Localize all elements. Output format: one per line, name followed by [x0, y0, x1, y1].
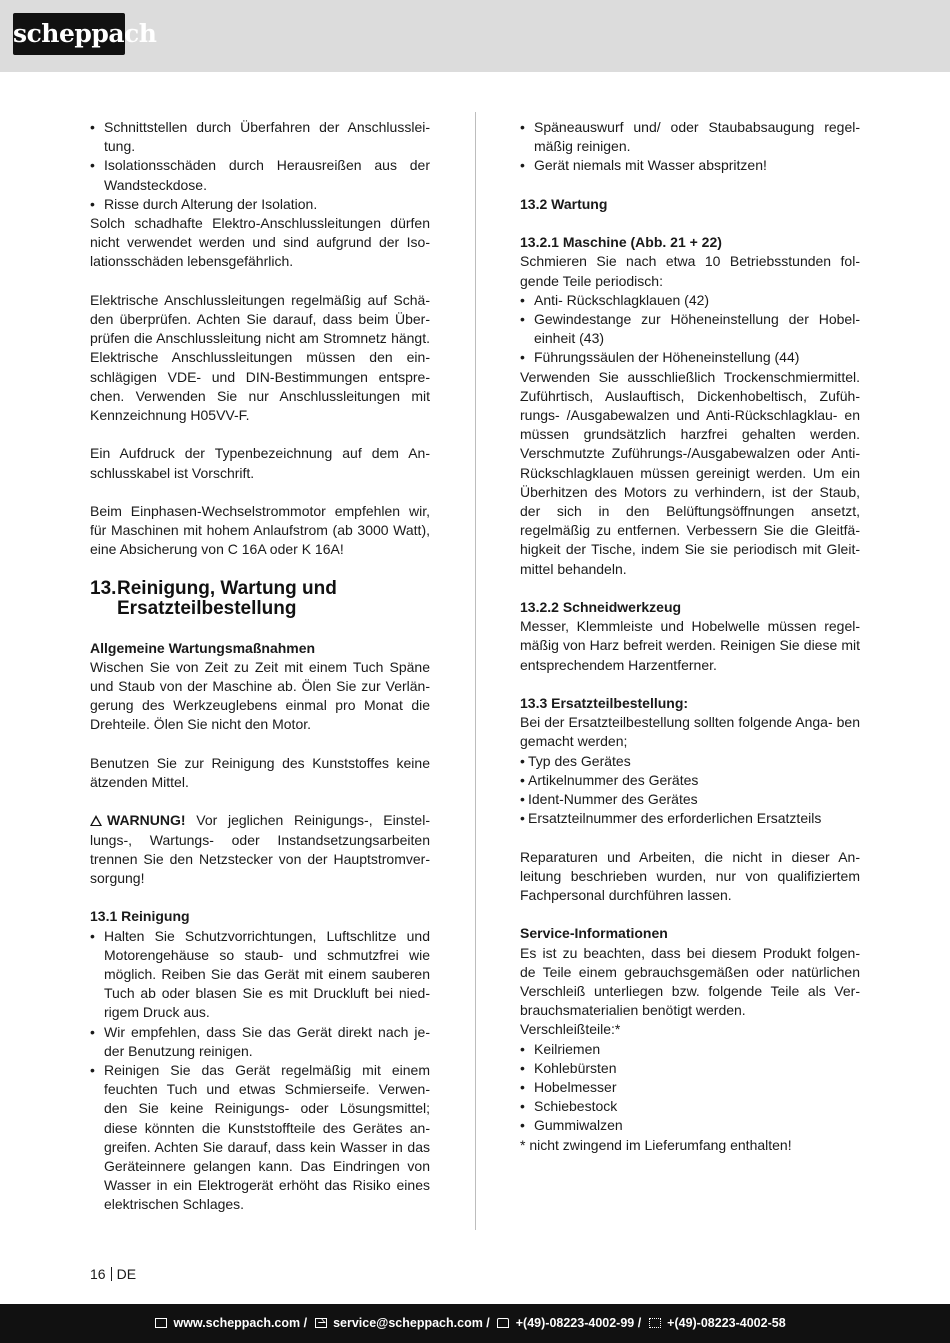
lubrication-list	[520, 291, 860, 368]
list-item: • Isolationsschäden durch Herausreißen aus der Wandsteckdose.	[90, 156, 430, 194]
header-band	[0, 0, 950, 72]
language-code: DE	[116, 1266, 137, 1282]
paragraph: Benutzen Sie zur Reinigung des Kunststoffes keine ätzenden Mittel.	[90, 754, 430, 791]
section-title-text: Reinigung, Wartung und Ersatzteilbestellung	[117, 577, 337, 619]
paragraph: Schmieren Sie nach etwa 10 Betriebsstunden fol- gende Teile periodisch:	[520, 253, 860, 289]
paragraph: Verwenden Sie ausschließlich Trockenschmiermittel. Zuführtisch, Auslauftisch, Dickenhobeltisch, Zufüh- rungs- /Ausgabewalzen und Anti-Rückschlagklau- en müssen grundsätzlich harzfrei gehalten werden. Verschmutzte Zuführungs-/Ausgabewalzen oder Anti-Rückschlagklauen müssen gereinigt werden. Um ein Überhitzen des Motors zu verhindern, ist der Staub, der sich in den Belüftungsöffnungen ansetzt, regelmäßig zu entfernen. Verbessern Sie die Gleitfä- higkeit der Tische, indem Sie sie periodisch mit Gleit- mittel behandeln.	[520, 368, 860, 577]
list-item: • Gummiwalzen	[520, 1116, 860, 1135]
list-item: • Anti- Rückschlagklauen (42)	[520, 291, 860, 310]
fax-icon	[649, 1318, 661, 1328]
paragraph: Solch schadhafte Elektro-Anschlussleitungen dürfen nicht verwendet werden und sind aufgrund der Iso- lationsschäden lebensgefährlich.	[90, 215, 430, 270]
list-item: • Risse durch Alterung der Isolation.	[90, 195, 430, 214]
scheppach-logo: scheppach	[13, 13, 125, 55]
left-column	[90, 118, 430, 1215]
phone-icon	[497, 1318, 509, 1328]
paragraph: Ein Aufdruck der Typenbezeichnung auf dem An- schlusskabel ist Vorschrift.	[90, 445, 430, 481]
subheading: 13.2.1 Maschine (Abb. 21 + 22)	[520, 234, 722, 251]
spare-parts-list	[520, 752, 860, 829]
list-item: • Halten Sie Schutzvorrichtungen, Luftschlitze und Motorengehäuse so staub- und schmutzfrei wie möglich. Reiben Sie das Gerät mit einem sauberen Tuch ab oder blasen Sie es mit Druckluft bei nied- rigem Druck aus.	[90, 927, 430, 1023]
page-number-value: 16	[90, 1266, 106, 1282]
paragraph: Beim Einphasen-Wechselstrommotor empfehlen wir, für Maschinen mit hohem Anlaufstrom (ab 3000 Watt), eine Absicherung von C 16A oder K 16A!	[90, 503, 430, 558]
list-item: • Gerät niemals mit Wasser abspritzen!	[520, 156, 860, 175]
paragraph: Es ist zu beachten, dass bei diesem Produkt folgen- de Teile einem gebrauchsgemäßen oder natürlichen Verschleiß unterliegen bzw. folgende Teile als Ver- brauchsmaterialien benötigt werden.	[520, 944, 860, 1019]
warning-text: Vor jeglichen Reinigungs-, Einstel- lungs-, Wartungs- oder Instandsetzungsarbeiten trennen Sie den Netzstecker von der Hauptstromver- sorgung!	[90, 812, 430, 887]
phone-number: +(49)-08223-4002-99 /	[515, 1316, 642, 1330]
list-item: • Führungssäulen der Höheneinstellung (44)	[520, 348, 860, 367]
paragraph: Messer, Klemmleiste und Hobelwelle müssen regel- mäßig von Harz befreit werden. Reinigen Sie diese mit entsprechendem Harzentferner.	[520, 618, 860, 673]
wear-parts-list	[520, 1040, 860, 1136]
list-item: • Kohlebürsten	[520, 1059, 860, 1078]
footer-contact	[155, 1304, 786, 1343]
subheading: Service-Informationen	[520, 925, 668, 942]
list-item: • Schnittstellen durch Überfahren der Anschlusslei- tung.	[90, 118, 430, 156]
warning-paragraph	[90, 811, 430, 888]
email-link[interactable]: service@scheppach.com /	[333, 1316, 490, 1330]
cable-damage-list	[90, 118, 430, 214]
cleaning-list-continued	[520, 118, 860, 176]
footer-band	[0, 1304, 950, 1343]
list-item: • Schiebestock	[520, 1097, 860, 1116]
list-item: • Artikelnummer des Gerätes	[520, 771, 860, 790]
subheading: Allgemeine Wartungsmaßnahmen	[90, 639, 316, 656]
section-title	[90, 579, 430, 619]
warning-icon	[90, 815, 102, 826]
list-item: • Keilriemen	[520, 1040, 860, 1059]
page-separator	[111, 1267, 112, 1281]
list-item: • Wir empfehlen, dass Sie das Gerät direkt nach je- der Benutzung reinigen.	[90, 1023, 430, 1061]
subheading: 13.2 Wartung	[520, 195, 608, 212]
cleaning-list	[90, 927, 430, 1215]
subheading: 13.1 Reinigung	[90, 908, 190, 925]
subheading: 13.3 Ersatzteilbestellung:	[520, 695, 689, 712]
computer-icon	[155, 1318, 167, 1328]
list-item: • Gewindestange zur Höheneinstellung der Hobel- einheit (43)	[520, 310, 860, 348]
warning-label: WARNUNG!	[107, 812, 186, 829]
paragraph: Bei der Ersatzteilbestellung sollten folgende Anga- ben gemacht werden;	[520, 714, 860, 750]
website-link[interactable]: www.scheppach.com /	[173, 1316, 308, 1330]
column-divider	[475, 112, 476, 1230]
list-item: • Typ des Gerätes	[520, 752, 860, 771]
page-number	[90, 1265, 136, 1283]
list-item: • Ersatzteilnummer des erforderlichen Ersatzteils	[520, 809, 860, 828]
section-number: 13.	[90, 577, 117, 599]
mail-icon	[315, 1318, 327, 1328]
list-item: • Hobelmesser	[520, 1078, 860, 1097]
list-item: • Reinigen Sie das Gerät regelmäßig mit einem feuchten Tuch und etwas Schmierseife. Verwen- den Sie keine Reinigungs- oder Lösungsmittel; diese könnten die Kunststoffteile des Gerätes an- greifen. Achten Sie darauf, dass kein Wasser in das Geräteinnere gelangen kann. Das Eindringen von Wasser in ein Elektrogerät erhöht das Risiko eines elektrischen Schlages.	[90, 1061, 430, 1215]
right-column	[520, 118, 860, 1155]
paragraph: Reparaturen und Arbeiten, die nicht in dieser An- leitung beschrieben wurden, nur von qualifiziertem Fachpersonal durchführen lassen.	[520, 848, 860, 904]
paragraph: Wischen Sie von Zeit zu Zeit mit einem Tuch Späne und Staub von der Maschine ab. Ölen Sie zur Verlän- gerung des Werkzeuglebens einmal pro Monat die Drehteile. Ölen Sie nicht den Motor.	[90, 658, 430, 733]
paragraph: Elektrische Anschlussleitungen regelmäßig auf Schä- den überprüfen. Achten Sie darauf, dass beim Über- prüfen die Anschlussleitung nicht am Stromnetz hängt. Elektrische Anschlussleitungen müssen den ein- schlägigen VDE- und DIN-Bestimmungen entspre- chen. Verwenden Sie nur Anschlussleitungen mit Kennzeichnung H05VV-F.	[90, 291, 430, 424]
list-item: • Ident-Nummer des Gerätes	[520, 790, 860, 809]
fax-number: +(49)-08223-4002-58	[667, 1316, 786, 1330]
subheading: 13.2.2 Schneidwerkzeug	[520, 599, 682, 616]
wear-parts-label: Verschleißteile:*	[520, 1021, 621, 1038]
list-item: • Späneauswurf und/ oder Staubabsaugung regel- mäßig reinigen.	[520, 118, 860, 156]
footnote: * nicht zwingend im Lieferumfang enthalten!	[520, 1136, 792, 1153]
